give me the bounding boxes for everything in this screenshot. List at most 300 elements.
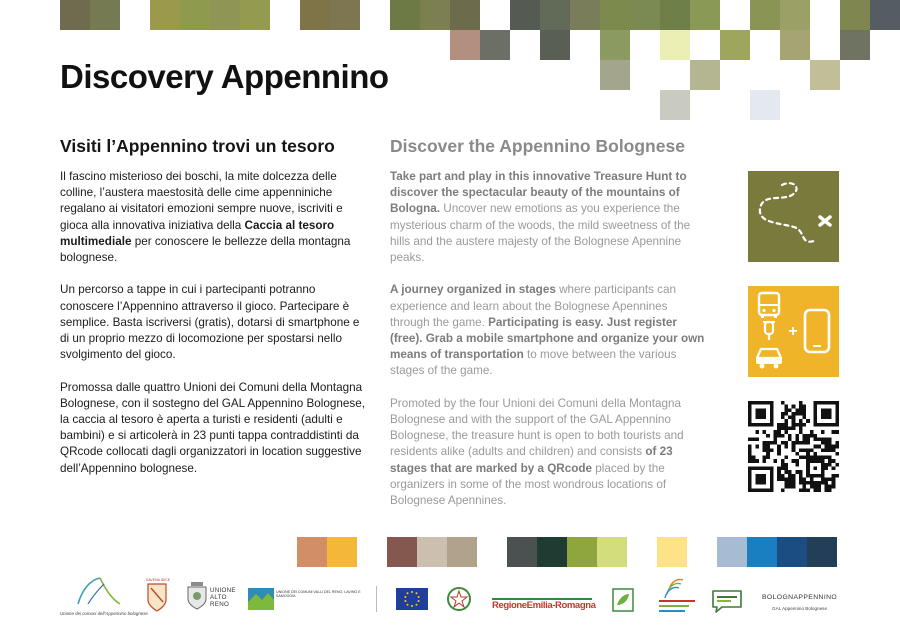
- qr-module: [784, 441, 788, 445]
- decor-square: [540, 30, 570, 60]
- qr-module: [799, 481, 803, 485]
- decor-square: [660, 30, 690, 60]
- qr-module: [788, 474, 792, 478]
- qr-module: [792, 423, 796, 427]
- unioni-logo-caption: Unione dei comuni dell’Appennino bolognese: [60, 611, 148, 616]
- qr-module: [817, 485, 821, 489]
- decor-square: [450, 0, 480, 30]
- eu-flag-icon: [396, 588, 428, 610]
- qr-module: [806, 481, 810, 485]
- italian-paragraph-3: [60, 380, 370, 477]
- decor-square: [600, 0, 630, 30]
- qr-module: [799, 401, 803, 405]
- qr-module: [795, 441, 799, 445]
- qr-module: [777, 423, 781, 427]
- decor-square: [660, 0, 690, 30]
- qr-module: [777, 426, 781, 430]
- qr-module: [784, 485, 788, 489]
- decor-square: [330, 0, 360, 30]
- qr-module: [814, 488, 818, 492]
- qr-module: [828, 448, 832, 452]
- italian-republic-logo: [446, 586, 472, 612]
- qr-module: [810, 481, 814, 485]
- qr-module: [792, 481, 796, 485]
- text-run: Un percorso a tappe: [60, 283, 166, 297]
- qr-module: [788, 408, 792, 412]
- bold-text-run: A journey organized in stages: [390, 283, 556, 297]
- qr-module: [784, 423, 788, 427]
- decor-square: [657, 537, 687, 567]
- gal-speech-icon: [710, 588, 744, 614]
- decor-square: [570, 0, 600, 30]
- qr-module: [792, 416, 796, 420]
- qr-module: [755, 459, 759, 463]
- qr-module: [792, 459, 796, 463]
- qr-module: [814, 485, 818, 489]
- qr-module: [799, 405, 803, 409]
- qr-module: [773, 441, 777, 445]
- decor-square: [600, 60, 630, 90]
- decor-square: [510, 0, 540, 30]
- qr-module: [766, 456, 770, 460]
- qr-module: [814, 481, 818, 485]
- qr-module: [821, 430, 825, 434]
- qr-module: [832, 485, 836, 489]
- qr-module: [824, 448, 828, 452]
- bold-text-run: Caccia al tesoro multimediale: [60, 218, 335, 248]
- savena-crest-icon: [146, 582, 168, 612]
- qr-module: [817, 445, 821, 449]
- qr-module: [784, 467, 788, 471]
- qr-module: [781, 416, 785, 420]
- decor-square: [777, 537, 807, 567]
- text-run: Il fascino misterioso dei boschi, la mite dolcezza delle colline, l’austera maestosità delle cime appenniniche regalano ai visitatori emozioni sempre nuove,: [60, 170, 337, 216]
- scooter-icon: [763, 322, 775, 340]
- qr-module: [821, 477, 825, 481]
- qr-module: [792, 477, 796, 481]
- qr-module: [799, 423, 803, 427]
- text-run: to move between the various stages of the game.: [390, 348, 677, 378]
- decor-square: [660, 90, 690, 120]
- qr-module: [781, 423, 785, 427]
- qr-module: [795, 470, 799, 474]
- qr-module: [795, 412, 799, 416]
- qr-module: [766, 448, 770, 452]
- treasure-map-graphic: [748, 171, 839, 262]
- qr-module: [821, 437, 825, 441]
- decor-square: [60, 0, 90, 30]
- qr-module: [835, 430, 839, 434]
- qr-module: [788, 481, 792, 485]
- english-paragraph-2: [390, 282, 710, 379]
- qr-module: [792, 405, 796, 409]
- logo-divider: [376, 586, 377, 612]
- decor-square: [780, 0, 810, 30]
- qr-module: [777, 448, 781, 452]
- bold-text-run: Take part and play in this innovative Treasure Hunt to discover the spectacular beauty of the mountains of Bologna.: [390, 170, 687, 216]
- qr-module: [763, 441, 767, 445]
- qr-module: [803, 448, 807, 452]
- qr-module: [792, 419, 796, 423]
- page-title: Discovery Appennino: [60, 58, 389, 95]
- qr-module: [806, 434, 810, 438]
- treasure-map-icon: [748, 171, 839, 262]
- qr-module: [795, 437, 799, 441]
- qr-module: [799, 448, 803, 452]
- bold-text-run: of 23 stages that are marked by a QRcode: [390, 445, 673, 475]
- qr-module: [784, 419, 788, 423]
- qr-module: [832, 430, 836, 434]
- decor-square: [597, 537, 627, 567]
- qr-module: [803, 441, 807, 445]
- decor-square: [747, 537, 777, 567]
- qr-module: [773, 430, 777, 434]
- qr-module: [770, 441, 774, 445]
- smartphone-icon: [805, 310, 829, 352]
- qr-module: [810, 477, 814, 481]
- eu-flag-logo: [396, 588, 428, 610]
- qr-module: [810, 430, 814, 434]
- qr-module: [784, 426, 788, 430]
- qr-module: [748, 452, 752, 456]
- bold-text-run: Participating is easy. Just register (free). Grab a mobile smartphone and organize your own means of transportation: [390, 315, 705, 362]
- text-run: Uncover new emotions as you experience the mysterious charm of the woods, the mild sweetness of the hills and the austere majesty of the Bolognese Apennine peaks.: [390, 202, 691, 265]
- qr-module: [835, 441, 839, 445]
- qr-module: [784, 463, 788, 467]
- savena-logo-text: SAVENA IDICE: [146, 578, 171, 582]
- qr-module: [784, 430, 788, 434]
- qr-module: [752, 437, 756, 441]
- qr-module: [810, 448, 814, 452]
- qr-module: [835, 463, 839, 467]
- qr-module: [803, 488, 807, 492]
- qr-module: [832, 474, 836, 478]
- qr-module: [832, 459, 836, 463]
- text-run: per spostarsi nello svolgimento del gioco.: [60, 332, 342, 362]
- qr-module: [792, 412, 796, 416]
- qr-module: [755, 430, 759, 434]
- qr-module: [828, 445, 832, 449]
- qr-module: [748, 437, 752, 441]
- qr-module: [824, 488, 828, 492]
- leader-icon: [612, 588, 634, 612]
- qr-module: [788, 426, 792, 430]
- qr-module: [788, 485, 792, 489]
- qr-module: [799, 441, 803, 445]
- qr-module: [806, 437, 810, 441]
- alto-reno-crest-icon: [186, 582, 208, 610]
- qr-module: [792, 448, 796, 452]
- qr-module: [814, 452, 818, 456]
- qr-module: [773, 437, 777, 441]
- qr-module: [777, 477, 781, 481]
- decor-square: [450, 30, 480, 60]
- qr-module: [799, 430, 803, 434]
- qr-module: [781, 401, 785, 405]
- unioni-logo: [60, 576, 148, 618]
- qr-module: [832, 445, 836, 449]
- qr-module: [795, 463, 799, 467]
- english-column: [390, 135, 710, 525]
- rural-development-logo: [655, 576, 699, 616]
- qr-module: [766, 452, 770, 456]
- qr-module: [824, 467, 828, 471]
- qr-module: [784, 445, 788, 449]
- decor-square: [297, 537, 327, 567]
- qr-module: [777, 470, 781, 474]
- qr-module: [799, 408, 803, 412]
- qr-module: [803, 408, 807, 412]
- qr-module: [803, 423, 807, 427]
- bologna-appennino-logo: [762, 594, 844, 620]
- qr-module: [781, 426, 785, 430]
- valli-reno-logo: [248, 588, 366, 614]
- italian-column: [60, 135, 370, 493]
- qr-module: [824, 437, 828, 441]
- italian-emblem-icon: [446, 586, 472, 612]
- valli-reno-mark-icon: [248, 588, 274, 610]
- decor-square: [630, 0, 660, 30]
- qr-module: [821, 448, 825, 452]
- qr-module: [832, 448, 836, 452]
- qr-module: [824, 485, 828, 489]
- qr-module: [781, 467, 785, 471]
- english-heading: Discover the Appennino Bolognese: [390, 136, 685, 156]
- qr-module: [799, 419, 803, 423]
- plus-symbol: +: [788, 323, 798, 340]
- qr-module: [817, 456, 821, 460]
- qr-module: [835, 474, 839, 478]
- car-icon: [756, 349, 782, 369]
- decor-square: [300, 0, 330, 30]
- qr-module: [792, 445, 796, 449]
- qr-module: [748, 459, 752, 463]
- qr-module: [788, 437, 792, 441]
- qr-module: [821, 408, 832, 419]
- decor-square: [447, 537, 477, 567]
- qr-module: [784, 405, 788, 409]
- qr-module: [788, 477, 792, 481]
- decor-square: [750, 90, 780, 120]
- qr-module: [821, 481, 825, 485]
- qr-module: [763, 459, 767, 463]
- qr-module: [781, 459, 785, 463]
- qr-module: [784, 456, 788, 460]
- qr-module: [835, 445, 839, 449]
- qr-module: [806, 441, 810, 445]
- qr-module: [755, 408, 766, 419]
- qr-module: [810, 485, 814, 489]
- qr-module: [824, 445, 828, 449]
- qr-module: [799, 412, 803, 416]
- qr-module: [832, 467, 836, 471]
- qr-module: [792, 441, 796, 445]
- qr-module: [810, 456, 814, 460]
- qr-module: [828, 441, 832, 445]
- qr-module: [806, 452, 810, 456]
- decor-square: [507, 537, 537, 567]
- decor-square: [840, 0, 870, 30]
- qr-module: [766, 434, 770, 438]
- decor-square: [717, 537, 747, 567]
- rural-development-icon: [655, 576, 699, 616]
- qr-module: [799, 477, 803, 481]
- qr-module: [803, 477, 807, 481]
- italian-heading: Visiti l’Appennino trovi un tesoro: [60, 136, 335, 156]
- bus-icon: [759, 293, 779, 318]
- qr-module: [803, 485, 807, 489]
- qr-module: [824, 456, 828, 460]
- qr-module: [748, 445, 752, 449]
- decor-square: [480, 30, 510, 60]
- qr-module: [748, 456, 752, 460]
- decor-square: [807, 537, 837, 567]
- qr-module: [784, 477, 788, 481]
- qr-module: [803, 412, 807, 416]
- regione-logo-text: RegioneEmilia-Romagna: [492, 600, 596, 611]
- qr-module: [814, 437, 818, 441]
- savena-logo: [146, 578, 171, 614]
- qr-module: [803, 405, 807, 409]
- qr-module: [770, 448, 774, 452]
- decor-square: [240, 0, 270, 30]
- qr-module: [832, 477, 836, 481]
- decor-square: [840, 30, 870, 60]
- valli-reno-logo-text: UNIONE DEI COMUNI VALLI DEL RENO, LAVINO E SAMOGGIA: [276, 590, 361, 599]
- qr-module: [803, 437, 807, 441]
- gal-appennino-label: GAL Appennino Bolognese: [772, 606, 827, 611]
- sponsor-logos: [0, 574, 900, 635]
- qr-module: [828, 456, 832, 460]
- qr-module: [792, 474, 796, 478]
- qr-module: [832, 481, 836, 485]
- qr-module: [777, 452, 781, 456]
- qr-module: [777, 474, 781, 478]
- qr-module: [824, 463, 828, 467]
- qr-module: [752, 456, 756, 460]
- qr-module: [777, 434, 781, 438]
- decor-square: [390, 0, 420, 30]
- italian-paragraph-2: [60, 282, 370, 363]
- qr-module: [784, 470, 788, 474]
- qr-module: [784, 412, 788, 416]
- qr-module: [814, 456, 818, 460]
- qr-module: [814, 467, 818, 471]
- gal-logo: [710, 588, 744, 614]
- qr-module: [763, 448, 767, 452]
- qr-module: [806, 419, 810, 423]
- qr-module: [777, 430, 781, 434]
- qr-module: [824, 481, 828, 485]
- qr-module: [799, 488, 803, 492]
- qr-code-icon: [748, 401, 839, 492]
- text-run: Promossa dalle quattro Unioni dei Comuni della Montagna Bolognese, con il sostegno del GAL Appennino Bolognese, la caccia al tesoro è aperta a turisti e residenti (adulti e bambini) e si articolerà in 23 punti tappa contraddistinti da QRcode: [60, 380, 365, 459]
- qr-module: [828, 463, 832, 467]
- decor-square: [567, 537, 597, 567]
- qr-module: [821, 441, 825, 445]
- bologna-appennino-text: BOLOGNAPPENNINO: [762, 594, 838, 601]
- text-run: in cui i partecipanti potranno conoscere l’Appennino attraverso il gioco. Partecipare è semplice. Basta iscriversi (gratis), dotarsi di smartphone e di un proprio mezzo di locomozione: [60, 283, 360, 346]
- decor-square: [210, 0, 240, 30]
- qr-module: [814, 445, 818, 449]
- text-run: per conoscere le bellezze della montagna bolognese.: [60, 234, 351, 265]
- english-paragraph-3: [390, 396, 710, 509]
- decor-square: [750, 0, 780, 30]
- qr-module: [781, 463, 785, 467]
- transport-smartphone-icon: [748, 286, 839, 377]
- english-paragraph-1: [390, 169, 710, 266]
- decor-square: [90, 0, 120, 30]
- qr-module: [748, 448, 752, 452]
- qr-module: [777, 445, 781, 449]
- qr-module: [763, 445, 767, 449]
- qr-module: [806, 488, 810, 492]
- transport-graphic: [748, 286, 839, 377]
- qr-code-graphic: [748, 401, 839, 492]
- qr-module: [806, 448, 810, 452]
- qr-module: [799, 470, 803, 474]
- qr-module: [752, 459, 756, 463]
- decor-square: [810, 60, 840, 90]
- qr-module: [803, 416, 807, 420]
- regione-emilia-romagna-logo: [492, 598, 596, 614]
- text-run: where participants can experience and learn about the Bolognese Apennines through the game.: [390, 283, 677, 329]
- qr-module: [781, 477, 785, 481]
- qr-module: [803, 481, 807, 485]
- qr-module: [835, 452, 839, 456]
- qr-module: [828, 477, 832, 481]
- qr-module: [781, 488, 785, 492]
- qr-module: [792, 426, 796, 430]
- decor-square: [417, 537, 447, 567]
- decor-square: [180, 0, 210, 30]
- qr-module: [755, 474, 766, 485]
- qr-module: [788, 434, 792, 438]
- decor-square: [690, 60, 720, 90]
- qr-module: [799, 456, 803, 460]
- qr-module: [814, 434, 818, 438]
- qr-module: [810, 434, 814, 438]
- decor-square: [870, 0, 900, 30]
- qr-module: [795, 434, 799, 438]
- qr-module: [755, 445, 759, 449]
- qr-module: [799, 474, 803, 478]
- text-run: collocati dagli organizzatori in location suggestive dell’Appennino bolognese.: [60, 445, 362, 475]
- text-run: Promoted by the four Unioni dei Comuni della Montagna Bolognese and with the support of the GAL Appennino Bolognese, the treasure hunt is open to both tourists and residents alike (adults and children) and consists: [390, 396, 684, 459]
- qr-module: [784, 408, 788, 412]
- leader-logo: [612, 588, 634, 612]
- qr-module: [824, 441, 828, 445]
- decor-square: [780, 30, 810, 60]
- decor-square: [327, 537, 357, 567]
- qr-module: [817, 481, 821, 485]
- qr-module: [803, 456, 807, 460]
- italian-paragraph-1: [60, 169, 370, 266]
- qr-module: [784, 481, 788, 485]
- qr-module: [828, 437, 832, 441]
- qr-module: [781, 474, 785, 478]
- unioni-logo-mark: [60, 576, 138, 606]
- qr-module: [792, 485, 796, 489]
- qr-module: [763, 430, 767, 434]
- qr-module: [828, 459, 832, 463]
- qr-module: [795, 408, 799, 412]
- alto-reno-logo: [186, 582, 248, 616]
- qr-module: [817, 437, 821, 441]
- qr-module: [828, 485, 832, 489]
- qr-module: [799, 426, 803, 430]
- qr-module: [781, 441, 785, 445]
